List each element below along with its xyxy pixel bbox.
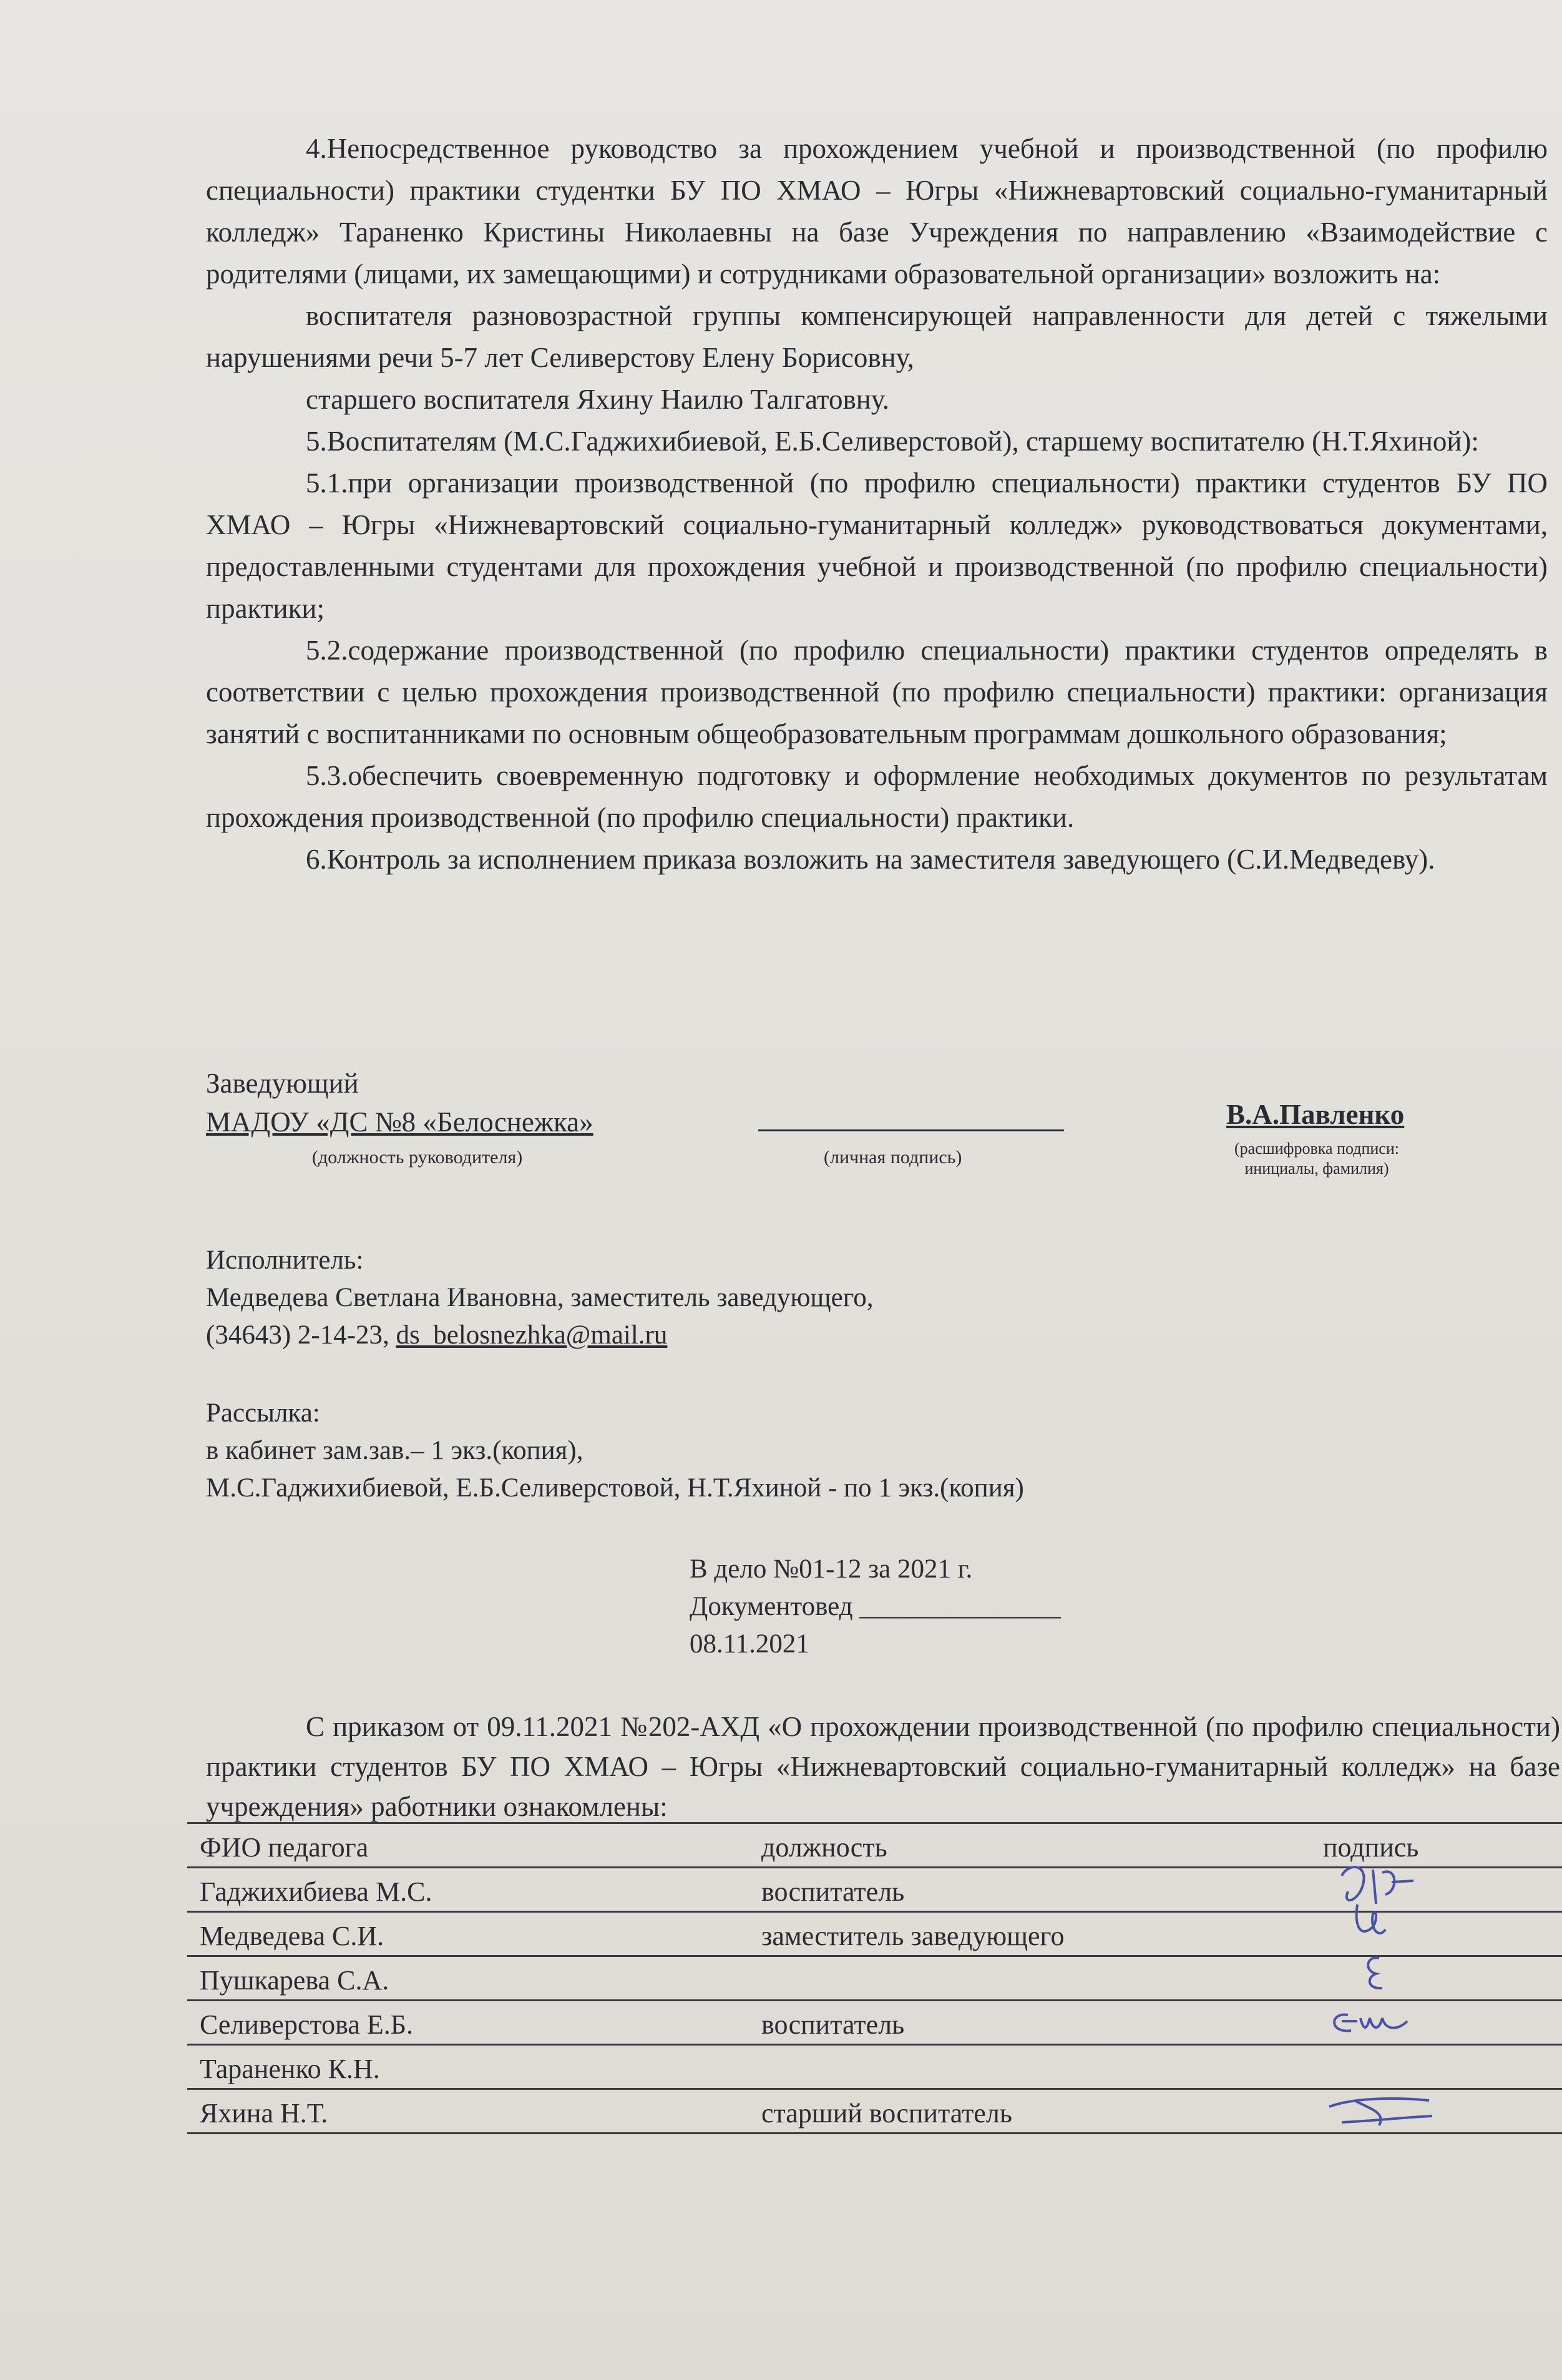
signer-name: В.А.Павленко <box>1226 1099 1405 1130</box>
mailing-label: Рассылка: <box>206 1398 320 1428</box>
paragraph-5: 5.Воспитателям (М.С.Гаджихибиевой, Е.Б.Селиверстовой), старшему воспитателю (Н.Т.Яхиной): <box>306 426 1479 457</box>
acknowledgement-text: С приказом от 09.11.2021 №202-АХД «О прохождении производственной (по профилю специальности) практики студентов БУ ПО ХМАО – Югры «Нижневартовский социально-гуманитарный колледж» на базе учреждения» работники ознакомлены: <box>206 1711 1560 1822</box>
row-name: Медведева С.И. <box>200 1921 384 1951</box>
handwritten-signature-icon <box>1304 2079 1442 2141</box>
row-position: воспитатель <box>761 2009 905 2040</box>
paragraph-6: 6.Контроль за исполнением приказа возложить на заместителя заведующего (С.И.Медведеву). <box>306 844 1435 875</box>
header-position: должность <box>761 1832 887 1863</box>
row-name: Пушкарева С.А. <box>200 1965 389 1996</box>
row-position: старший воспитатель <box>761 2098 1012 2129</box>
paragraph-5-1: 5.1.при организации производственной (по профилю специальности) практики студентов БУ ПО ХМАО – Югры «Нижневартовский социально-гуманитарный колледж» руководствоваться документами, предоставленными студентами для прохождения учебной и производственной (по профилю специальности) практики; <box>206 467 1548 624</box>
signature-line-caption: (личная подпись) <box>824 1147 962 1168</box>
executor-person: Медведева Светлана Ивановна, заместитель заведующего, <box>206 1283 874 1312</box>
paragraph-4b: старшего воспитателя Яхину Наилю Талгатовну. <box>306 384 890 415</box>
paragraph-5-3: 5.3.обеспечить своевременную подготовку и оформление необходимых документов по результатам прохождения производственной (по профилю специальности) практики. <box>206 760 1548 833</box>
executor-block <box>206 1242 874 1354</box>
filing-date: 08.11.2021 <box>690 1629 809 1659</box>
paragraph-5-2: 5.2.содержание производственной (по профилю специальности) практики студентов определять в соответствии с целью прохождения производственной (по профилю специальности) практики: организация занятий с воспитанниками по основным общеобразовательным программам дошкольного образования; <box>206 635 1548 749</box>
order-body <box>206 128 1548 880</box>
signer-title: Заведующий <box>206 1068 359 1099</box>
signer-name-caption: (расшифровка подписи: инициалы, фамилия) <box>1234 1139 1399 1178</box>
executor-phone: (34643) 2-14-23, <box>206 1320 389 1350</box>
acknowledgement-table <box>187 1822 1562 2134</box>
row-name: Тараненко К.Н. <box>200 2054 380 2084</box>
executor-label: Исполнитель: <box>206 1246 364 1275</box>
table-row <box>187 2088 1562 2134</box>
signer-organization: МАДОУ «ДС №8 «Белоснежка» <box>206 1106 593 1138</box>
signer-organization-caption: (должность руководителя) <box>312 1147 523 1168</box>
row-position: заместитель заведующего <box>761 1921 1065 1951</box>
filing-case: В дело №01-12 за 2021 г. <box>690 1554 973 1584</box>
row-position: воспитатель <box>761 1876 905 1907</box>
paragraph-4: 4.Непосредственное руководство за прохождением учебной и производственной (по профилю специальности) практики студентки БУ ПО ХМАО – Югры «Нижневартовский социально-гуманитарный колледж» Тараненко Кристины Николаевны на базе Учреждения по направлению «Взаимодействие с родителями (лицами, их замещающими) и сотрудниками образовательной организации» возложить на: <box>206 133 1548 290</box>
row-name: Яхина Н.Т. <box>200 2098 328 2129</box>
filing-clerk: Документовед _______________ <box>690 1592 1061 1621</box>
handwritten-signature-icon <box>1304 1990 1442 2052</box>
row-name: Гаджихибиева М.С. <box>200 1876 432 1907</box>
mailing-line-2: М.С.Гаджихибиевой, Е.Б.Селиверстовой, Н.Т.Яхиной - по 1 экз.(копия) <box>206 1473 1024 1503</box>
mailing-block <box>206 1395 1024 1507</box>
header-name: ФИО педагога <box>200 1832 369 1863</box>
header-signature: подпись <box>1323 1832 1419 1863</box>
executor-email-link[interactable]: ds_belosnezhka@mail.ru <box>396 1320 668 1350</box>
table-row <box>187 1999 1562 2044</box>
signature-line <box>758 1129 1064 1131</box>
mailing-line-1: в кабинет зам.зав.– 1 экз.(копия), <box>206 1436 583 1465</box>
executor-contacts <box>206 1317 874 1354</box>
filing-block <box>690 1551 1061 1663</box>
row-name: Селиверстова Е.Б. <box>200 2009 414 2040</box>
paragraph-4a: воспитателя разновозрастной группы компенсирующей направленности для детей с тяжелыми нарушениями речи 5-7 лет Селиверстову Елену Борисовну, <box>206 300 1548 373</box>
signature-block <box>206 1067 1548 1179</box>
